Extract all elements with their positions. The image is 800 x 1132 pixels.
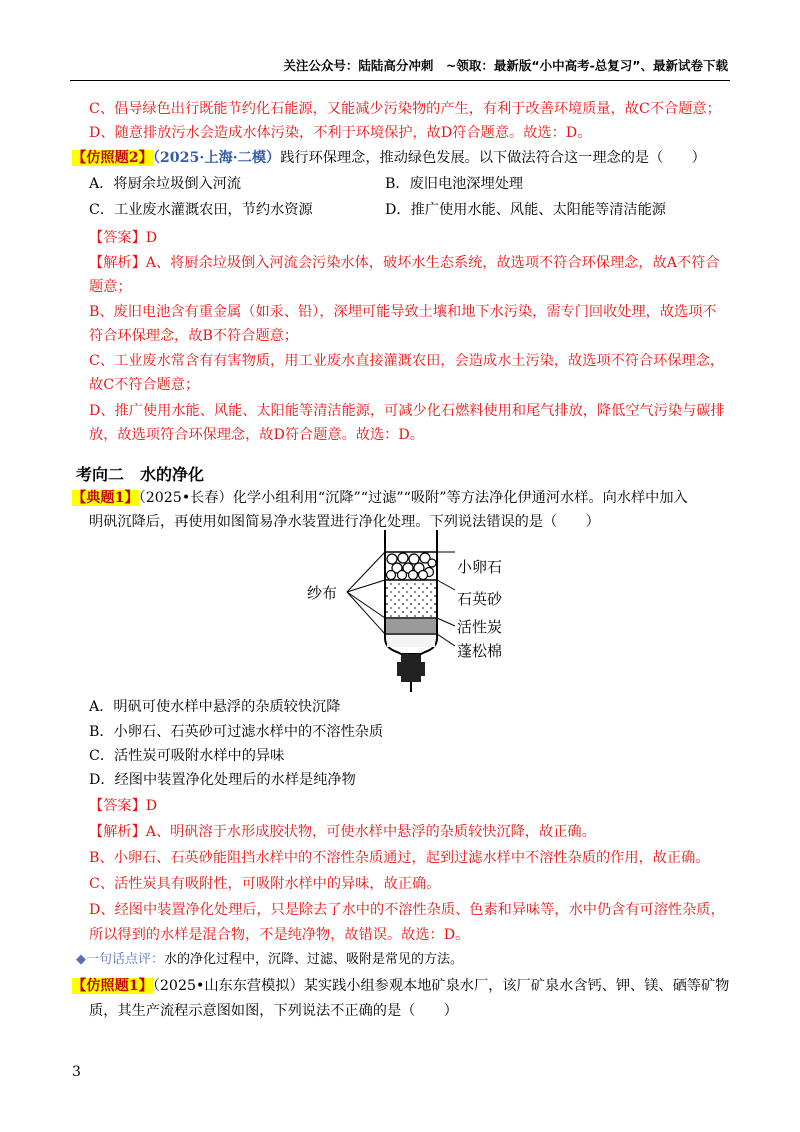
option-c: C．活性炭可吸附水样中的异味 — [89, 748, 285, 764]
page-number: 3 — [72, 1064, 81, 1080]
question-text: （2025•长春）化学小组利用“沉降”“过滤”“吸附”等方法净化伊通河水样。向水样中加入 — [138, 490, 688, 506]
question-tag: 【仿照题2】 — [72, 150, 153, 166]
analysis-line: C、工业废水常含有有害物质，用工业废水直接灌溉农田，会造成水土污染，故选项不符合环保理念， — [89, 353, 725, 369]
prev-analysis-d: D、随意排放污水会造成水体污染，不利于环境保护，故D符合题意。故选：D。 — [89, 125, 592, 141]
prev-analysis-c: C、倡导绿色出行既能节约化石能源，又能减少污染物的产生，有利于改善环境质量，故C不合题意； — [89, 101, 721, 117]
analysis-line: 所以得到的水样是混合物，不是纯净物，故错误。故选：D。 — [89, 927, 470, 943]
label-cotton: 蓬松棉 — [457, 642, 503, 660]
comment-label: ◆一句话点评： — [76, 952, 164, 967]
analysis-line: 【解析】A、明矾溶于水形成胶状物，可使水样中悬浮的杂质较快沉降，故正确。 — [89, 824, 596, 840]
option-b: B．小卵石、石英砂可过滤水样中的不溶性杂质 — [89, 724, 384, 740]
page-header: 关注公众号：陆陆高分冲刺 ~领取：最新版“小中高考-总复习”、最新试卷下载 — [283, 58, 728, 73]
option-b: B．废旧电池深埋处理 — [385, 176, 524, 192]
analysis-line: B、小卵石、石英砂能阻挡水样中的不溶性杂质通过，起到过滤水样中不溶性杂质的作用，故正确。 — [89, 850, 710, 866]
question-fz2-stem — [72, 148, 730, 168]
label-gauze: 纱布 — [307, 584, 338, 602]
header-rule — [70, 80, 730, 81]
analysis-line: C、活性炭具有吸附性，可吸附水样中的异味，故正确。 — [89, 876, 441, 892]
analysis-line: 符合环保理念，故B不符合题意； — [89, 328, 299, 344]
question-fz1-stem — [72, 976, 730, 996]
section-title: 考向二 水的净化 — [76, 465, 205, 484]
option-d: D．推广使用水能、风能、太阳能等清洁能源 — [385, 202, 666, 218]
question-tag: 【仿照题1】 — [72, 978, 153, 994]
question-text-cont: 明矾沉降后，再使用如图简易净水装置进行净化处理。下列说法错误的是（ ） — [89, 514, 600, 530]
question-text: （2025•山东东营模拟）某实践小组参观本地矿泉水厂，该厂矿泉水含钙、钾、镁、硒等矿物 — [152, 978, 730, 994]
label-carbon: 活性炭 — [457, 618, 503, 636]
label-sand: 石英砂 — [457, 590, 503, 608]
water-filter-figure — [305, 530, 535, 695]
water-filter-diagram — [305, 530, 535, 695]
answer: 【答案】D — [89, 230, 158, 246]
label-pebbles: 小卵石 — [457, 558, 503, 576]
question-tag: 【典题1】 — [72, 490, 139, 506]
option-c: C．工业废水灌溉农田，节约水资源 — [89, 202, 313, 218]
option-a: A．明矾可使水样中悬浮的杂质较快沉降 — [89, 699, 341, 715]
analysis-line: B、废旧电池含有重金属（如汞、铅），深埋可能导致土壤和地下水污染，需专门回收处理，故选项不 — [89, 304, 717, 320]
comment-text: 水的净化过程中，沉降、过滤、吸附是常见的方法。 — [164, 952, 464, 967]
question-text: 践行环保理念，推动绿色发展。以下做法符合这一理念的是（ ） — [280, 150, 706, 166]
analysis-line: 放，故选项符合环保理念，故D符合题意。故选：D。 — [89, 427, 424, 443]
question-text-cont: 质，其生产流程示意图如图，下列说法不正确的是（ ） — [89, 1003, 458, 1019]
analysis-line: 题意； — [89, 279, 132, 295]
option-a: A．将厨余垃圾倒入河流 — [89, 176, 242, 192]
analysis-line: 故C不符合题意； — [89, 377, 200, 393]
analysis-line: 【解析】A、将厨余垃圾倒入河流会污染水体，破坏水生态系统，故选项不符合环保理念，故A不符合 — [89, 255, 720, 271]
analysis-line: D、经图中装置净化处理后，只是除去了水中的不溶性杂质、色素和异味等，水中仍含有可溶性杂质， — [89, 902, 725, 918]
option-d: D．经图中装置净化处理后的水样是纯净物 — [89, 772, 356, 788]
question-source: （2025·上海·二模） — [152, 150, 281, 166]
answer: 【答案】D — [89, 798, 158, 814]
question-dt1-stem — [72, 488, 730, 508]
one-line-comment — [76, 950, 730, 970]
analysis-line: D、推广使用水能、风能、太阳能等清洁能源，可减少化石燃料使用和尾气排放，降低空气污染与碳排 — [89, 403, 725, 419]
